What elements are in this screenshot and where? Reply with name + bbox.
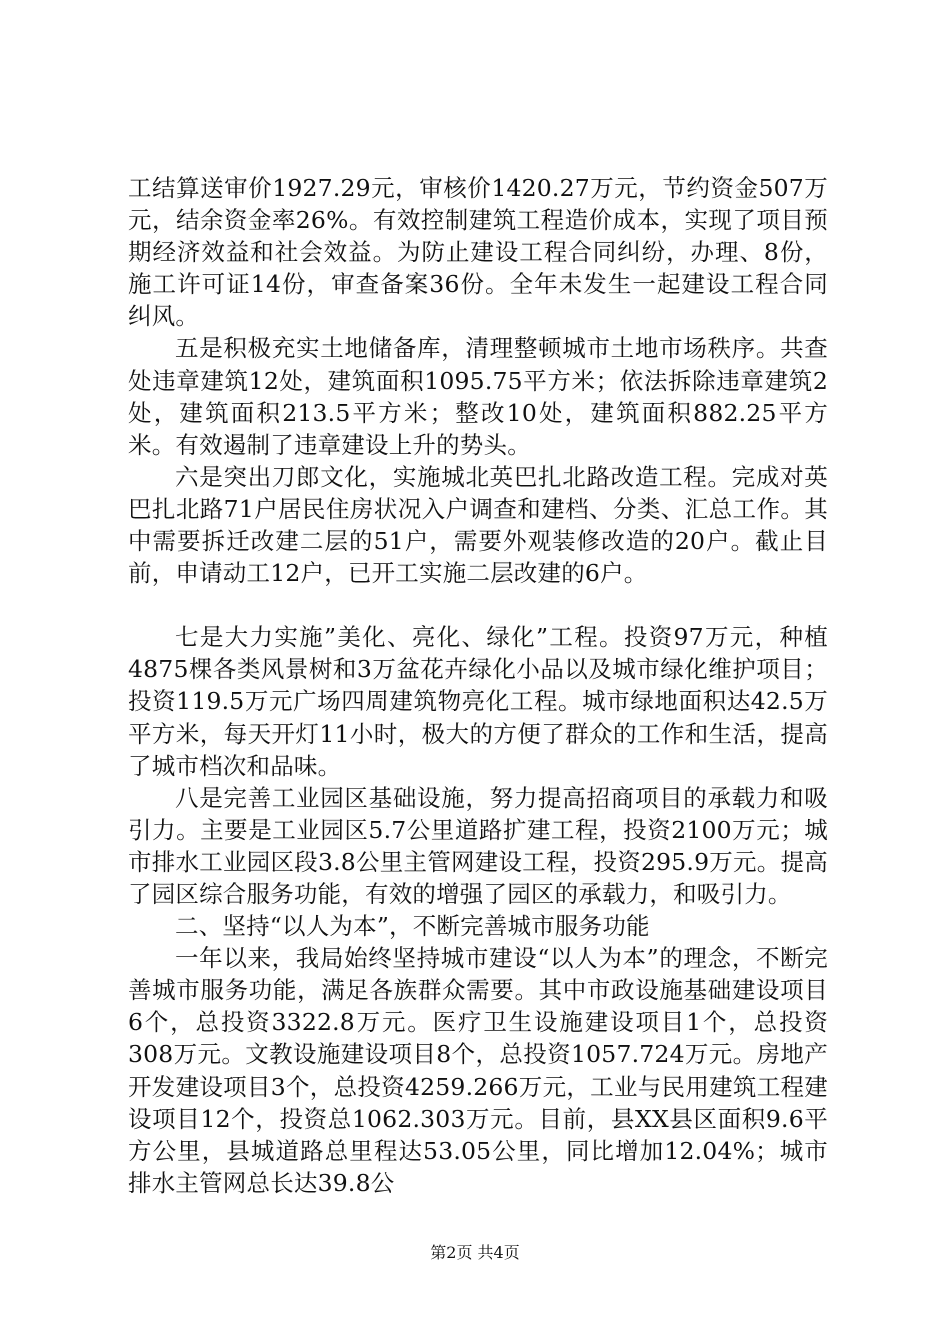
page-number-footer: 第2页 共4页 [430,1243,520,1262]
paragraph-city-services: 一年以来，我局始终坚持城市建设“以人为本”的理念，不断完善城市服务功能，满足各族群众需要。其中市政设施基础建设项目6个，总投资3322.8万元。医疗卫生设施建设项目1个，总投资308万元。文教设施建设项目8个，总投资1057.724万元。房地产开发建设项目3个，总投资4259.266万元，工业与民用建筑工程建设项目12个，投资总1062.303万元。目前，县XX县区面积9.6平方公里，县城道路总里程达53.05公里，同比增加12.04%；城市排水主管网总长达39.8公 [128,944,828,1197]
paragraph-settlement: 工结算送审价1927.29元，审核价1420.27万元，节约资金507万元，结余资金率26%。有效控制建筑工程造价成本，实现了项目预期经济效益和社会效益。为防止建设工程合同纠纷，办理、8份，施工许可证14份，审查备案36份。全年未发生一起建设工程合同纠风。 [128,174,828,331]
section-heading-people-first: 二、坚持“以人为本”，不断完善城市服务功能 [175,912,650,941]
paragraph-beautify-project: 七是大力实施”美化、亮化、绿化”工程。投资97万元，种植4875棵各类风景树和3万盆花卉绿化小品以及城市绿化维护项目；投资119.5万元广场四周建筑物亮化工程。城市绿地面积达42.5万平方米，每天开灯11小时，极大的方便了群众的工作和生活，提高了城市档次和品味。 [128,623,828,780]
paragraph-daolang-culture: 六是突出刀郎文化，实施城北英巴扎北路改造工程。完成对英巴扎北路71户居民住房状况入户调查和建档、分类、汇总工作。其中需要拆迁改建二层的51户，需要外观装修改造的20户。截止目前，申请动工12户，已开工实施二层改建的6户。 [128,462,828,588]
paragraph-industrial-park: 八是完善工业园区基础设施，努力提高招商项目的承载力和吸引力。主要是工业园区5.7公里道路扩建工程，投资2100万元；城市排水工业园区段3.8公里主管网建设工程，投资295.9万元。提高了园区综合服务功能，有效的增强了园区的承载力，和吸引力。 [128,783,828,908]
paragraph-land-reserve: 五是积极充实土地储备库，清理整顿城市土地市场秩序。共查处违章建筑12处，建筑面积1095.75平方米；依法拆除违章建筑2处，建筑面积213.5平方米；整改10处，建筑面积882.25平方米。有效遏制了违章建设上升的势头。 [128,334,828,459]
document-body [128,172,828,1199]
